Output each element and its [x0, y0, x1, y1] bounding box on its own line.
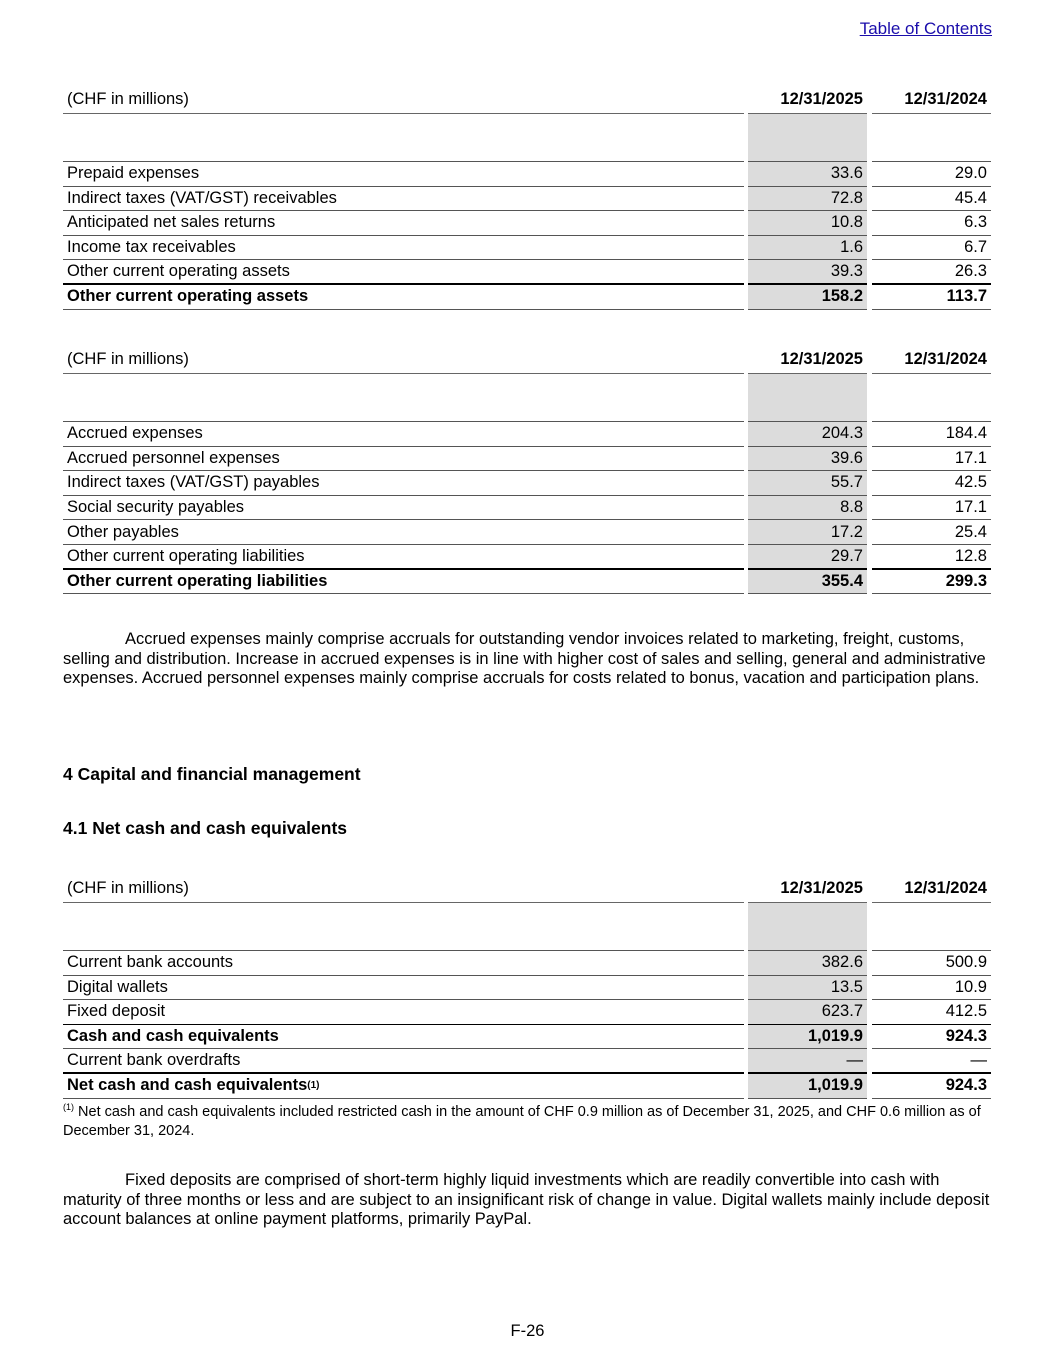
operating-liabilities-table	[63, 346, 992, 594]
row-label: Indirect taxes (VAT/GST) payables	[63, 471, 744, 496]
row-label: Income tax receivables	[63, 236, 744, 261]
table-row	[63, 496, 992, 521]
value-2024: 184.4	[872, 422, 991, 447]
unit-label: (CHF in millions)	[63, 86, 744, 114]
total-row	[63, 285, 992, 310]
value-2025: 29.7	[748, 545, 867, 570]
total-2025: 355.4	[748, 570, 867, 595]
table-row	[63, 471, 992, 496]
value-2025: —	[748, 1049, 867, 1074]
row-label: Other current operating liabilities	[63, 545, 744, 570]
value-2024: 25.4	[872, 520, 991, 545]
row-label: Indirect taxes (VAT/GST) receivables	[63, 187, 744, 212]
total-label: Other current operating assets	[63, 285, 744, 310]
row-label: Prepaid expenses	[63, 162, 744, 187]
accrued-expenses-paragraph: Accrued expenses mainly comprise accruals for outstanding vendor invoices related to marketing, freight, customs, selling and distribution. Increase in accrued expenses is in line with higher cost of sales and selling, general and administrative expenses. Accrued personnel expenses mainly comprise accruals for costs related to bonus, vacation and participation plans.	[63, 630, 986, 687]
column-header-2025: 12/31/2025	[748, 346, 867, 374]
value-2025: 204.3	[748, 422, 867, 447]
total-2024: 924.3	[872, 1074, 991, 1099]
subtotal-row	[63, 1025, 992, 1050]
total-label: Net cash and cash equivalents (1)	[63, 1074, 744, 1099]
value-2025: 55.7	[748, 471, 867, 496]
total-2025: 1,019.9	[748, 1074, 867, 1099]
column-header-2025: 12/31/2025	[748, 86, 867, 114]
total-label-text: Net cash and cash equivalents	[67, 1076, 308, 1095]
table-row	[63, 447, 992, 472]
footnote	[63, 1103, 993, 1141]
value-2025: 13.5	[748, 976, 867, 1001]
value-2024: 6.3	[872, 211, 991, 236]
value-2024: 26.3	[872, 260, 991, 285]
value-2024: 412.5	[872, 1000, 991, 1025]
value-2025: 33.6	[748, 162, 867, 187]
page-number: F-26	[510, 1322, 545, 1340]
table-row	[63, 1049, 992, 1074]
row-label: Digital wallets	[63, 976, 744, 1001]
value-2025: 8.8	[748, 496, 867, 521]
value-2024: 12.8	[872, 545, 991, 570]
value-2025: 10.8	[748, 211, 867, 236]
fixed-deposits-paragraph: Fixed deposits are comprised of short-term highly liquid investments which are readily convertible into cash with maturity of three months or less and are subject to an insignificant risk of change in value. Digital wallets mainly include deposit account balances at online payment platforms, primarily PayPal.	[63, 1171, 990, 1228]
total-row	[63, 570, 992, 595]
table-row	[63, 520, 992, 545]
row-label: Accrued expenses	[63, 422, 744, 447]
table-row	[63, 422, 992, 447]
table-row	[63, 951, 992, 976]
column-header-2024: 12/31/2024	[872, 346, 991, 374]
net-cash-table	[63, 875, 992, 1099]
value-2025: 623.7	[748, 1000, 867, 1025]
table-row	[63, 236, 992, 261]
table-row	[63, 976, 992, 1001]
value-2025: 382.6	[748, 951, 867, 976]
table-header-row	[63, 875, 992, 903]
value-2024: 29.0	[872, 162, 991, 187]
row-label: Social security payables	[63, 496, 744, 521]
value-2024: 17.1	[872, 496, 991, 521]
value-2024: 45.4	[872, 187, 991, 212]
total-2024: 113.7	[872, 285, 991, 310]
table-row	[63, 260, 992, 285]
row-label: Cash and cash equivalents	[63, 1025, 744, 1050]
table-of-contents-link[interactable]: Table of Contents	[859, 19, 992, 38]
value-2025: 39.6	[748, 447, 867, 472]
total-row	[63, 1074, 992, 1099]
row-label: Current bank overdrafts	[63, 1049, 744, 1074]
value-2025: 1,019.9	[748, 1025, 867, 1050]
value-2024: 10.9	[872, 976, 991, 1001]
value-2025: 17.2	[748, 520, 867, 545]
value-2025: 39.3	[748, 260, 867, 285]
value-2024: 17.1	[872, 447, 991, 472]
value-2024: 924.3	[872, 1025, 991, 1050]
value-2025: 1.6	[748, 236, 867, 261]
row-label: Fixed deposit	[63, 1000, 744, 1025]
value-2024: —	[872, 1049, 991, 1074]
table-row	[63, 1000, 992, 1025]
table-row	[63, 545, 992, 570]
table-header-row	[63, 346, 992, 374]
total-2025: 158.2	[748, 285, 867, 310]
section-heading: 4 Capital and financial management	[63, 764, 361, 784]
footnote-marker: (1)	[63, 1102, 74, 1113]
value-2024: 42.5	[872, 471, 991, 496]
table-row	[63, 187, 992, 212]
unit-label: (CHF in millions)	[63, 875, 744, 903]
row-label: Current bank accounts	[63, 951, 744, 976]
row-label: Other current operating assets	[63, 260, 744, 285]
row-label: Anticipated net sales returns	[63, 211, 744, 236]
operating-assets-table	[63, 86, 992, 310]
table-header-row	[63, 86, 992, 114]
total-label: Other current operating liabilities	[63, 570, 744, 595]
column-header-2024: 12/31/2024	[872, 875, 991, 903]
total-2024: 299.3	[872, 570, 991, 595]
value-2025: 72.8	[748, 187, 867, 212]
subsection-heading: 4.1 Net cash and cash equivalents	[63, 818, 348, 838]
footnote-text: Net cash and cash equivalents included restricted cash in the amount of CHF 0.9 million as of December 31, 2025, and CHF 0.6 million as of December 31, 2024.	[63, 1104, 981, 1139]
value-2024: 6.7	[872, 236, 991, 261]
row-label: Other payables	[63, 520, 744, 545]
unit-label: (CHF in millions)	[63, 346, 744, 374]
column-header-2024: 12/31/2024	[872, 86, 991, 114]
column-header-2025: 12/31/2025	[748, 875, 867, 903]
table-row	[63, 211, 992, 236]
row-label: Accrued personnel expenses	[63, 447, 744, 472]
value-2024: 500.9	[872, 951, 991, 976]
table-row	[63, 162, 992, 187]
